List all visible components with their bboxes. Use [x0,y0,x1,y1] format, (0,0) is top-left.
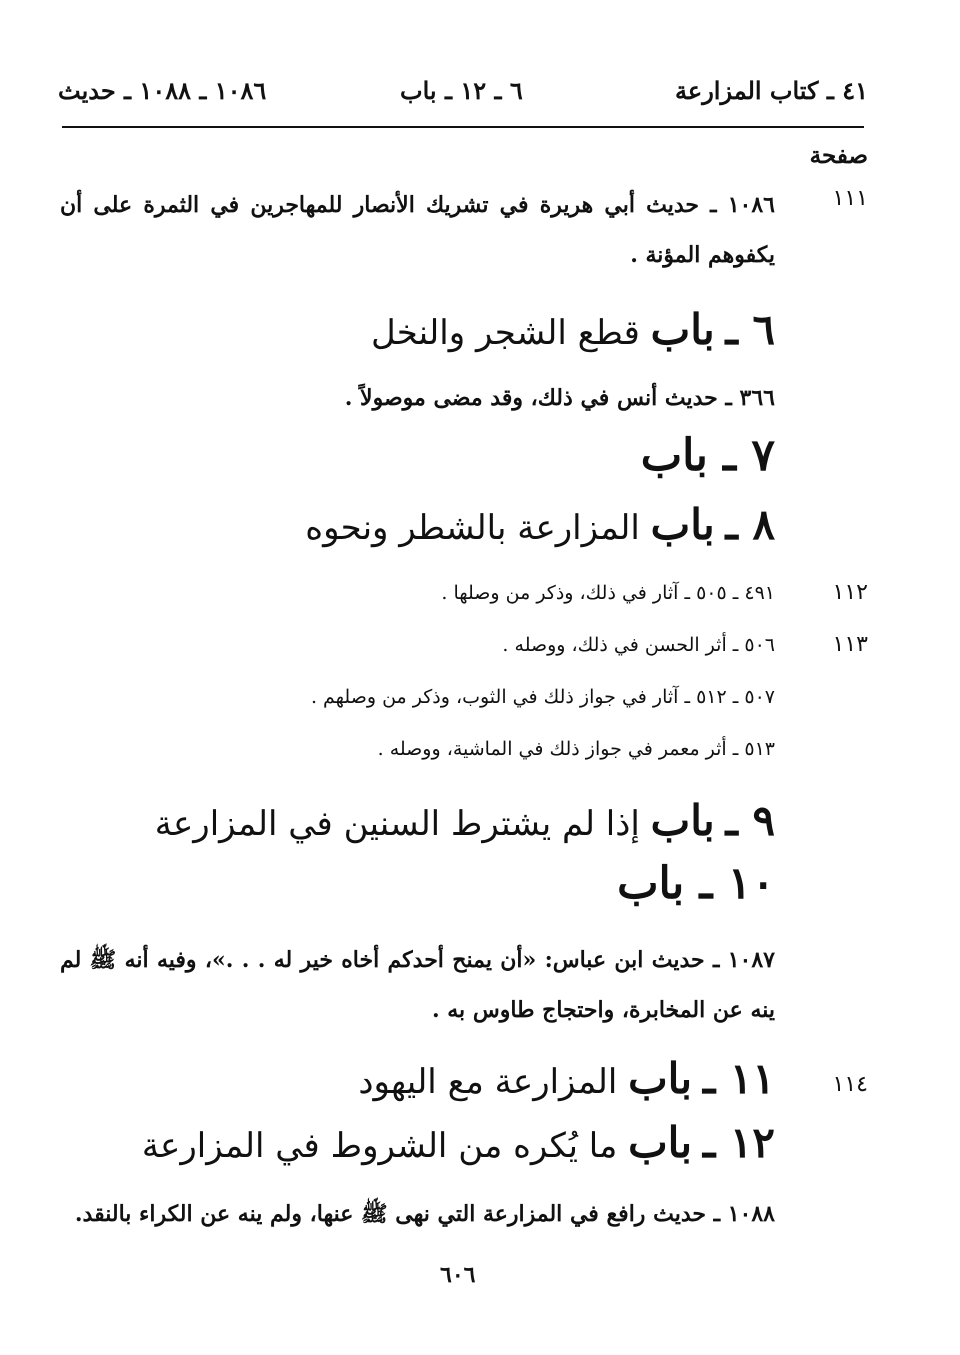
entry-athar-506: ٥٠٦ ـ أثر الحسن في ذلك، ووصله . [502,634,775,656]
entry-page-number: ١١٢ [832,580,868,605]
entry-athar-491-505: ٤٩١ ـ ٥٠٥ ـ آثار في ذلك، وذكر من وصلها . [441,582,775,604]
page-number: ٦٠٦ [440,1262,476,1288]
chapter-heading-8 [305,500,775,549]
running-header-book: ٤١ ـ كتاب المزارعة [675,76,868,105]
chapter-heading-7 [641,430,775,481]
page-column-label: صفحة [809,142,868,169]
chapter-keyword: باب [650,500,715,549]
chapter-title: المزارعة بالشطر ونحوه [305,508,640,548]
chapter-keyword: باب [650,796,715,845]
chapter-heading-11 [358,1054,775,1103]
chapter-keyword: باب [628,1118,693,1167]
chapter-keyword: باب [617,858,685,909]
chapter-title: المزارعة مع اليهود [358,1062,618,1102]
entry-page-number: ١١٣ [832,632,868,657]
chapter-number: ٦ ـ [725,305,775,354]
chapter-title: إذا لم يشترط السنين في المزارعة [154,804,640,844]
entry-page-number: ١١١ [832,186,868,211]
chapter-heading-9 [155,796,775,845]
chapter-number: ٧ ـ [723,430,775,481]
chapter-heading-12 [142,1118,775,1167]
entry-page-number: ١١٤ [832,1072,868,1097]
running-header-chapters: ٦ ـ ١٢ ـ باب [400,76,523,105]
entry-hadith-366: ٣٦٦ ـ حديث أنس في ذلك، وقد مضى موصولاً . [344,385,775,411]
chapter-number: ٨ ـ [725,500,775,549]
entry-athar-513: ٥١٣ ـ أثر معمر في جواز ذلك في الماشية، ووصله . [377,738,775,760]
chapter-title: قطع الشجر والنخل [370,313,640,353]
chapter-heading-6 [371,305,775,354]
header-divider [62,126,864,128]
chapter-heading-10 [617,858,775,909]
chapter-title: ما يُكره من الشروط في المزارعة [141,1126,618,1166]
entry-hadith-1086: ١٠٨٦ ـ حديث أبي هريرة في تشريك الأنصار للمهاجرين في الثمرة على أن يكفوهم المؤنة . [60,192,775,268]
chapter-keyword: باب [650,305,715,354]
chapter-number: ٩ ـ [725,796,775,845]
entry-hadith-1087: ١٠٨٧ ـ حديث ابن عباس: «أن يمنح أحدكم أخاه خير له . . .»، وفيه أنه ﷺ لم ينه عن المخابرة، واحتجاج طاوس به . [60,947,775,1023]
chapter-keyword: باب [640,430,708,481]
entry-athar-507-512: ٥٠٧ ـ ٥١٢ ـ آثار في جواز ذلك في الثوب، وذكر من وصلهم . [310,686,775,708]
chapter-number: ١١ ـ [702,1054,775,1103]
chapter-number: ١٠ ـ [699,858,775,909]
chapter-number: ١٢ ـ [702,1118,775,1167]
running-header-hadith-range: ١٠٨٦ ـ ١٠٨٨ ـ حديث [58,76,267,105]
entry-hadith-1088: ١٠٨٨ ـ حديث رافع في المزارعة التي نهى ﷺ عنها، ولم ينه عن الكراء بالنقد. [74,1201,775,1227]
chapter-keyword: باب [628,1054,693,1103]
